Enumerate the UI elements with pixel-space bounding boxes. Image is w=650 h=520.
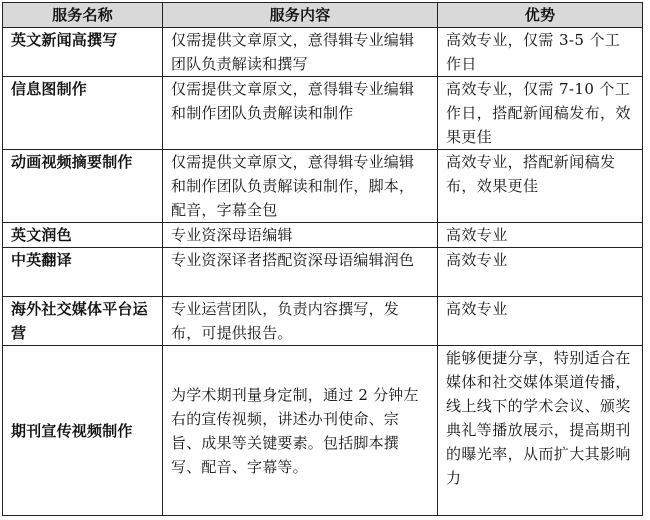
table-header <box>3 3 643 28</box>
header-row <box>3 3 643 28</box>
service-advantage: 高效专业，仅需 7-10 个工作日，搭配新闻稿发布，效果更佳 <box>438 77 643 150</box>
header-advantage: 优势 <box>438 3 643 28</box>
service-name: 动画视频摘要制作 <box>3 150 163 223</box>
header-service-content: 服务内容 <box>163 3 438 28</box>
service-advantage: 高效专业，搭配新闻稿发布，效果更佳 <box>438 150 643 223</box>
service-advantage: 高效专业 <box>438 297 643 346</box>
services-table <box>2 2 643 516</box>
services-table-container <box>2 2 642 516</box>
service-content: 为学术期刊量身定制，通过 2 分钟左右的宣传视频，讲述办刊使命、宗旨、成果等关键要素。包括脚本撰写、配音、字幕等。 <box>163 346 438 516</box>
table-body <box>3 28 643 516</box>
header-service-name: 服务名称 <box>3 3 163 28</box>
service-content: 专业资深母语编辑 <box>163 223 438 248</box>
service-content: 仅需提供文章原文，意得辑专业编辑和制作团队负责解读和制作 <box>163 77 438 150</box>
service-name: 期刊宣传视频制作 <box>3 346 163 516</box>
service-advantage: 高效专业，仅需 3-5 个工作日 <box>438 28 643 77</box>
service-name: 英文润色 <box>3 223 163 248</box>
table-row <box>3 297 643 346</box>
service-content: 仅需提供文章原文，意得辑专业编辑团队负责解读和撰写 <box>163 28 438 77</box>
service-name: 海外社交媒体平台运营 <box>3 297 163 346</box>
service-name: 信息图制作 <box>3 77 163 150</box>
table-row <box>3 150 643 223</box>
service-content: 专业资深译者搭配资深母语编辑润色 <box>163 248 438 297</box>
service-content: 专业运营团队，负责内容撰写，发布，可提供报告。 <box>163 297 438 346</box>
table-row <box>3 28 643 77</box>
service-name: 英文新闻高撰写 <box>3 28 163 77</box>
table-row <box>3 346 643 516</box>
table-row <box>3 223 643 248</box>
service-content: 仅需提供文章原文，意得辑专业编辑和制作团队负责解读和制作，脚本，配音，字幕全包 <box>163 150 438 223</box>
service-advantage: 高效专业 <box>438 248 643 297</box>
table-row <box>3 248 643 297</box>
service-name: 中英翻译 <box>3 248 163 297</box>
service-advantage: 高效专业 <box>438 223 643 248</box>
service-advantage: 能够便捷分享，特别适合在媒体和社交媒体渠道传播，线上线下的学术会议、颁奖典礼等播放展示，提高期刊的曝光率，从而扩大其影响力 <box>438 346 643 516</box>
table-row <box>3 77 643 150</box>
